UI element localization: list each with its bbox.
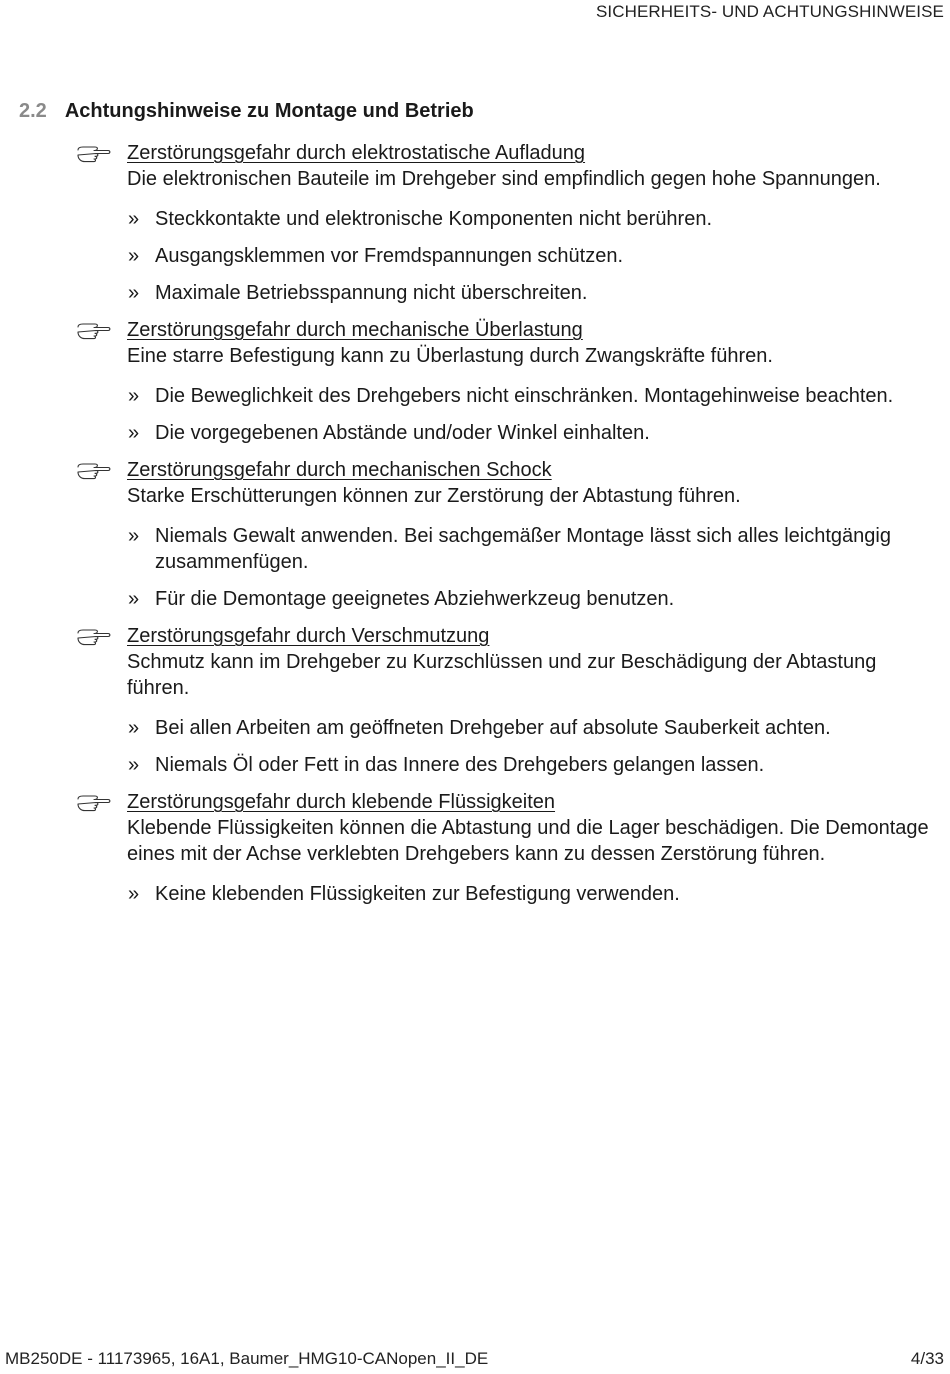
warnings-list	[0, 140, 950, 918]
action-item: » Für die Demontage geeignetes Abziehwerkzeug benutzen.	[155, 586, 940, 612]
action-item: » Maximale Betriebsspannung nicht überschreiten.	[155, 280, 940, 306]
warning-block	[0, 457, 950, 612]
action-list	[0, 206, 950, 306]
warning-block	[0, 623, 950, 778]
warning-title: Zerstörungsgefahr durch klebende Flüssigkeiten	[127, 791, 556, 813]
warning-description: Schmutz kann im Drehgeber zu Kurzschlüssen und zur Beschädigung der Abtastung führen.	[127, 651, 877, 699]
action-item: » Ausgangsklemmen vor Fremdspannungen schützen.	[155, 243, 940, 269]
footer-page-number: 4/33	[910, 1349, 944, 1368]
pointing-hand-icon	[76, 625, 112, 649]
warning-title: Zerstörungsgefahr durch mechanische Überlastung	[127, 319, 583, 341]
action-item: » Die vorgegebenen Abstände und/oder Winkel einhalten.	[155, 420, 940, 446]
warning-block	[0, 317, 950, 446]
footer-document-id: MB250DE - 11173965, 16A1, Baumer_HMG10-CANopen_II_DE	[5, 1349, 489, 1368]
action-item: » Bei allen Arbeiten am geöffneten Drehgeber auf absolute Sauberkeit achten.	[155, 715, 940, 741]
warning-description: Die elektronischen Bauteile im Drehgeber sind empfindlich gegen hohe Spannungen.	[127, 168, 881, 190]
warning-block	[0, 140, 950, 306]
action-item: » Steckkontakte und elektronische Komponenten nicht berühren.	[155, 206, 940, 232]
warning-description: Starke Erschütterungen können zur Zerstörung der Abtastung führen.	[127, 485, 741, 507]
warning-description: Eine starre Befestigung kann zu Überlastung durch Zwangskräfte führen.	[127, 345, 773, 367]
pointing-hand-icon	[76, 319, 112, 343]
running-header: SICHERHEITS- UND ACHTUNGSHINWEISE	[595, 2, 944, 21]
warning-title: Zerstörungsgefahr durch Verschmutzung	[127, 625, 490, 647]
action-list	[0, 383, 950, 446]
warning-title: Zerstörungsgefahr durch mechanischen Schock	[127, 459, 552, 481]
warning-block	[0, 789, 950, 907]
warning-description: Klebende Flüssigkeiten können die Abtastung und die Lager beschädigen. Die Demontage eines mit der Achse verklebten Drehgebers kann zu dessen Zerstörung führen.	[127, 817, 929, 865]
section-title: Achtungshinweise zu Montage und Betrieb	[64, 100, 474, 122]
action-item: » Niemals Öl oder Fett in das Innere des Drehgebers gelangen lassen.	[155, 752, 940, 778]
action-list	[0, 715, 950, 778]
action-list	[0, 881, 950, 907]
action-item: » Niemals Gewalt anwenden. Bei sachgemäßer Montage lässt sich alles leichtgängig zusammenfügen.	[155, 523, 940, 575]
action-item: » Keine klebenden Flüssigkeiten zur Befestigung verwenden.	[155, 881, 940, 907]
pointing-hand-icon	[76, 459, 112, 483]
section-heading	[19, 100, 474, 123]
section-number: 2.2	[19, 100, 47, 122]
pointing-hand-icon	[76, 791, 112, 815]
action-list	[0, 523, 950, 612]
warning-title: Zerstörungsgefahr durch elektrostatische Aufladung	[127, 142, 586, 164]
action-item: » Die Beweglichkeit des Drehgebers nicht einschränken. Montagehinweise beachten.	[155, 383, 940, 409]
pointing-hand-icon	[76, 142, 112, 166]
